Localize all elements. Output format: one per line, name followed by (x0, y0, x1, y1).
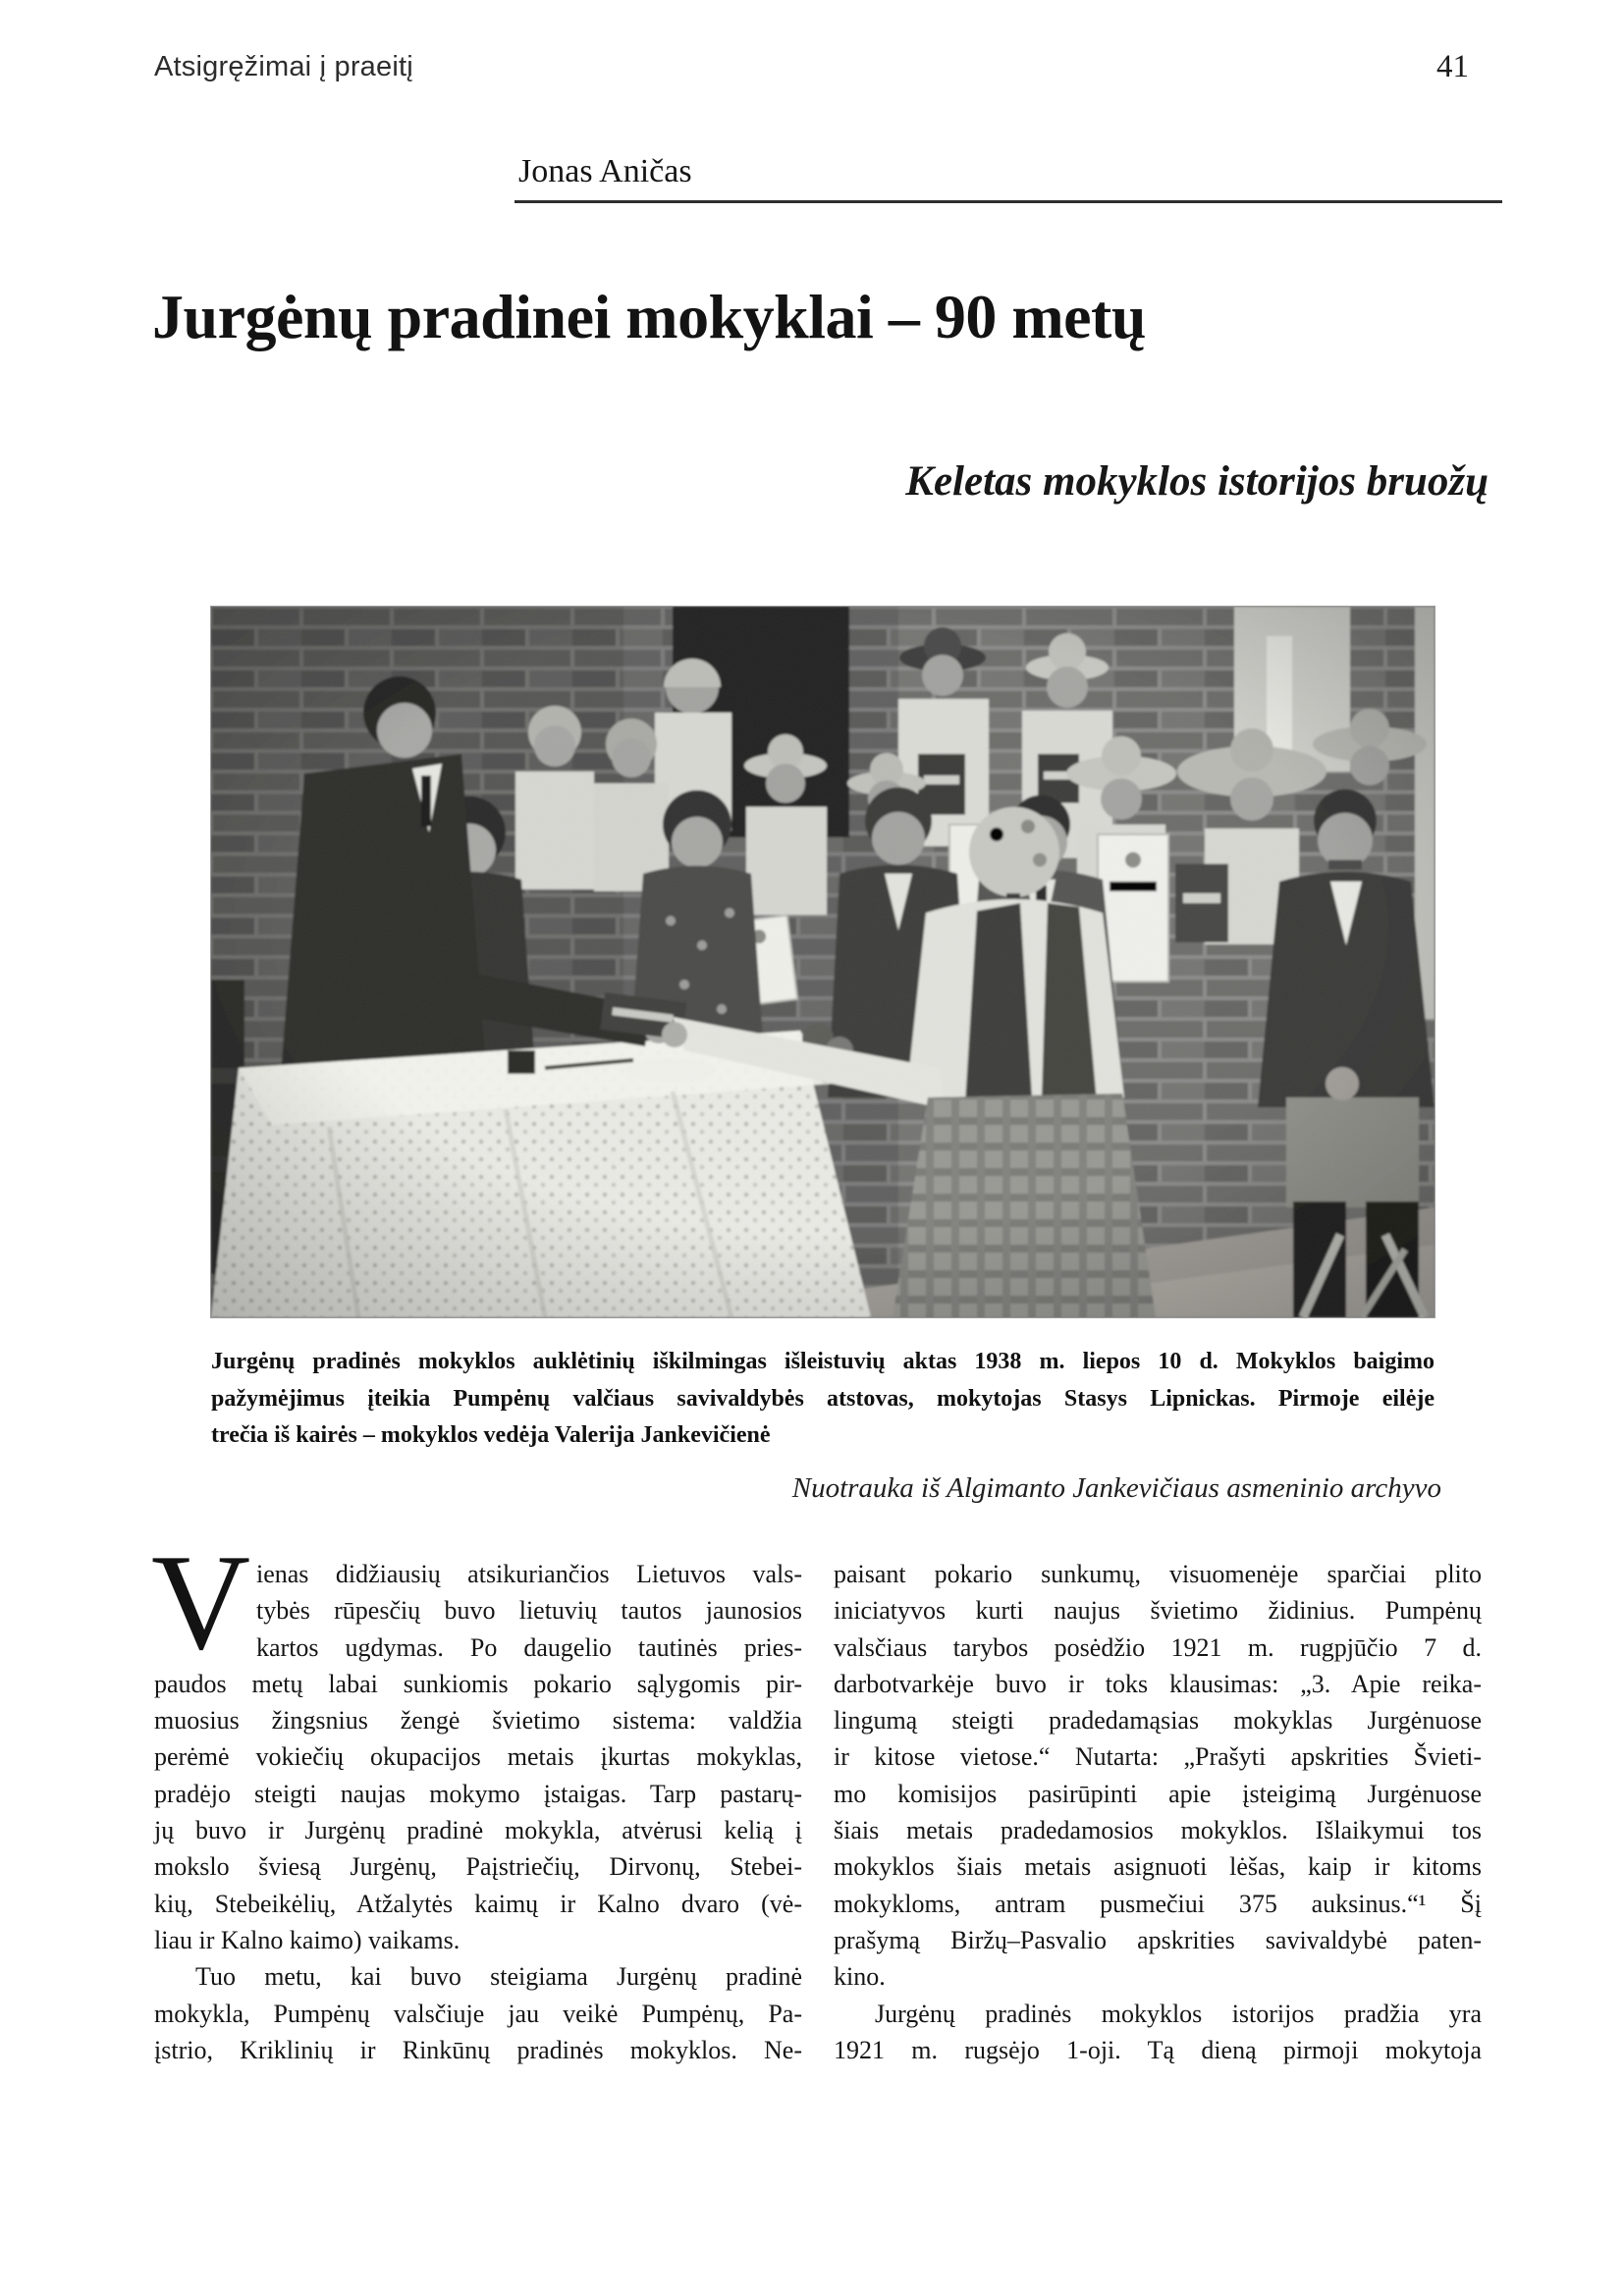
text-line: liau ir Kalno kaimo) vaikams. (154, 1925, 460, 1954)
school-ceremony-photo (211, 607, 1435, 1317)
text-line: kių, Stebeikėlių, Atžalytės kaimų ir Kalno dvaro (vė- (154, 1889, 802, 1918)
text-line: Jurgėnų pradinės mokyklos istorijos pradžia yra (875, 1999, 1482, 2028)
author-rule (514, 200, 1502, 203)
article-title: Jurgėnų pradinei mokyklai – 90 metų (152, 282, 1146, 351)
text-line: trečia iš kairės – mokyklos vedėja Valerija Jankevičienė (211, 1422, 771, 1448)
body-left-column (154, 1556, 802, 2068)
body-right-column (834, 1556, 1482, 2068)
text-line: kino. (834, 1962, 886, 1992)
text-line: paisant pokario sunkumų, visuomenėje sparčiai plito (834, 1560, 1482, 1588)
text-line: šiais metais pradedamosios mokyklos. Išlaikymui tos (834, 1816, 1482, 1845)
text-line: valsčiaus tarybos posėdžio 1921 m. rugpjūčio 7 d. (834, 1632, 1482, 1662)
text-line: mo komisijos pasirūpinti apie įsteigimą Jurgėnuose (834, 1779, 1482, 1808)
text-line: perėmė vokiečių okupacijos metais įkurtas mokyklas, (154, 1742, 802, 1772)
article-subtitle: Keletas mokyklos istorijos bruožų (905, 458, 1489, 505)
drop-cap: V (151, 1526, 251, 1679)
text-line: mokykla, Pumpėnų valsčiuje jau veikė Pumpėnų, Pa- (154, 1999, 802, 2028)
text-line: iniciatyvos kurti naujus švietimo židinius. Pumpėnų (834, 1596, 1482, 1626)
text-line: įstrio, Kriklinių ir Rinkūnų pradinės mokyklos. Ne- (154, 2035, 802, 2064)
photo-caption (211, 1344, 1435, 1455)
text-line: 1921 m. rugsėjo 1-oji. Tą dieną pirmoji mokytoja (834, 2035, 1482, 2064)
text-line: ienas didžiausių atsikuriančios Lietuvos vals- (256, 1560, 802, 1588)
text-line: darbotvarkėje buvo ir toks klausimas: „3. Apie reika- (834, 1669, 1482, 1698)
text-line: Jurgėnų pradinės mokyklos auklėtinių iškilmingas išleistuvių aktas 1938 m. liepos 10 d. Mokyklos baigimo (211, 1349, 1435, 1374)
text-line: Tuo metu, kai buvo steigiama Jurgėnų pradinė (195, 1962, 802, 1992)
text-line: jų buvo ir Jurgėnų pradinė mokykla, atvėrusi kelią į (154, 1816, 802, 1845)
text-line: mokykloms, antram pusmečiui 375 auksinus.“¹ Šį (834, 1889, 1482, 1918)
text-line: mokyklos šiais metais asignuoti lėšas, kaip ir kitoms (834, 1852, 1482, 1882)
section-label: Atsigręžimai į praeitį (154, 51, 413, 82)
text-line: pradėjo steigti naujas mokymo įstaigas. Tarp pastarų- (154, 1779, 802, 1808)
photo-credit: Nuotrauka iš Algimanto Jankevičiaus asmeninio archyvo (791, 1472, 1441, 1504)
text-line: muosius žingsnius žengė švietimo sistema: valdžia (154, 1706, 802, 1735)
text-line: lingumą steigti pradedamąsias mokyklas Jurgėnuose (834, 1706, 1482, 1735)
text-line: prašymą Biržų–Pasvalio apskrities savivaldybė paten- (834, 1925, 1482, 1954)
photo-art (211, 607, 1435, 1317)
text-line: paudos metų labai sunkiomis pokario sąlygomis pir- (154, 1669, 802, 1698)
text-line: mokslo šviesą Jurgėnų, Paįstriečių, Dirvonų, Stebei- (154, 1852, 802, 1882)
text-line: pažymėjimus įteikia Pumpėnų valčiaus savivaldybės atstovas, mokytojas Stasys Lipnickas. Pirmoje eilėje (211, 1385, 1435, 1412)
author-name: Jonas Aničas (518, 153, 692, 189)
text-line: kartos ugdymas. Po daugelio tautinės pries- (256, 1632, 802, 1662)
page-number: 41 (1436, 49, 1469, 84)
text-line: tybės rūpesčių buvo lietuvių tautos jaunosios (256, 1596, 802, 1626)
text-line: ir kitose vietose.“ Nutarta: „Prašyti apskrities Švieti- (834, 1742, 1482, 1772)
